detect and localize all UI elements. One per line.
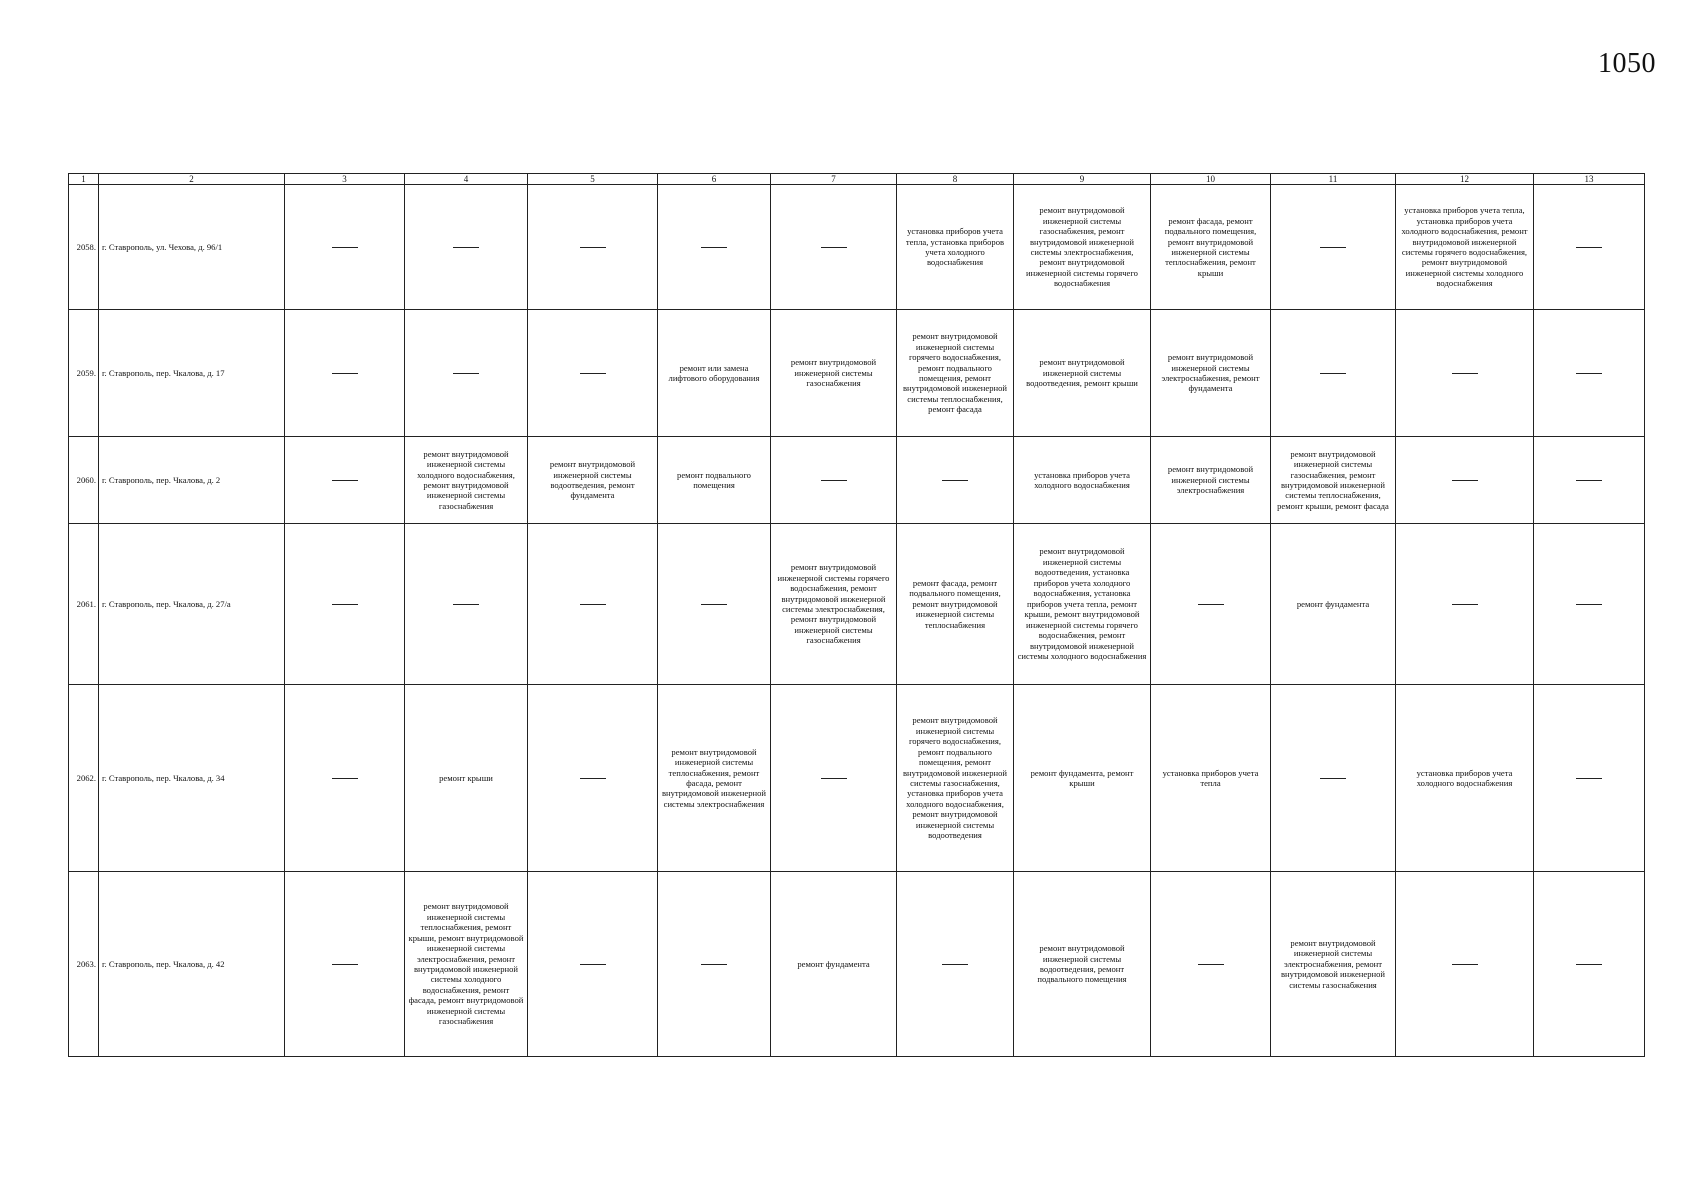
work-cell (1534, 185, 1645, 310)
address-cell: г. Ставрополь, пер. Чкалова, д. 27/а (99, 524, 285, 685)
work-cell: установка приборов учета холодного водоснабжения (1014, 437, 1151, 524)
work-cell (1271, 310, 1396, 437)
address-cell: г. Ставрополь, пер. Чкалова, д. 17 (99, 310, 285, 437)
empty-dash (1452, 604, 1478, 605)
column-header: 6 (658, 174, 771, 185)
column-number-row (69, 174, 1645, 185)
empty-dash (332, 247, 358, 248)
empty-dash (1452, 964, 1478, 965)
empty-dash (453, 604, 479, 605)
work-cell (528, 310, 658, 437)
empty-dash (1576, 247, 1602, 248)
empty-dash (1452, 480, 1478, 481)
work-cell (1534, 524, 1645, 685)
work-cell: ремонт внутридомовой инженерной системы холодного водоснабжения, ремонт внутридомовой инженерной системы газоснабжения (405, 437, 528, 524)
row-number: 2059. (69, 310, 99, 437)
work-cell (405, 185, 528, 310)
empty-dash (821, 480, 847, 481)
table-row (69, 685, 1645, 872)
work-cell (285, 524, 405, 685)
empty-dash (580, 373, 606, 374)
column-header: 2 (99, 174, 285, 185)
work-cell (1396, 310, 1534, 437)
work-cell: установка приборов учета тепла, установка приборов учета холодного водоснабжения, ремонт внутридомовой инженерной системы горячего водоснабжения, ремонт внутридомовой инженерной системы холодного водоснабжения (1396, 185, 1534, 310)
work-cell (1151, 872, 1271, 1057)
work-cell (1396, 524, 1534, 685)
row-number: 2058. (69, 185, 99, 310)
row-number: 2063. (69, 872, 99, 1057)
empty-dash (1198, 604, 1224, 605)
work-cell (771, 437, 897, 524)
work-cell (285, 185, 405, 310)
column-header: 11 (1271, 174, 1396, 185)
empty-dash (453, 373, 479, 374)
work-cell: ремонт или замена лифтового оборудования (658, 310, 771, 437)
work-cell (528, 185, 658, 310)
work-cell: ремонт фундамента, ремонт крыши (1014, 685, 1151, 872)
empty-dash (453, 247, 479, 248)
work-cell (285, 872, 405, 1057)
column-header: 10 (1151, 174, 1271, 185)
work-cell: ремонт фундамента (771, 872, 897, 1057)
empty-dash (1576, 778, 1602, 779)
empty-dash (1452, 373, 1478, 374)
empty-dash (580, 778, 606, 779)
column-header: 1 (69, 174, 99, 185)
work-cell: ремонт фасада, ремонт подвального помещения, ремонт внутридомовой инженерной системы теплоснабжения (897, 524, 1014, 685)
work-cell (405, 310, 528, 437)
empty-dash (1576, 373, 1602, 374)
work-cell: ремонт внутридомовой инженерной системы водоотведения, ремонт крыши (1014, 310, 1151, 437)
work-cell (1271, 185, 1396, 310)
column-header: 4 (405, 174, 528, 185)
work-cell: ремонт внутридомовой инженерной системы водоотведения, установка приборов учета холодного водоснабжения, установка приборов учета тепла, ремонт крыши, ремонт внутридомовой инженерной системы горячего водоснабжения, ремонт внутридомовой инженерной системы холодного водоснабжения (1014, 524, 1151, 685)
work-cell (658, 872, 771, 1057)
work-cell (528, 524, 658, 685)
empty-dash (942, 480, 968, 481)
address-cell: г. Ставрополь, ул. Чехова, д. 96/1 (99, 185, 285, 310)
empty-dash (332, 778, 358, 779)
empty-dash (1576, 604, 1602, 605)
row-number: 2060. (69, 437, 99, 524)
work-cell: ремонт подвального помещения (658, 437, 771, 524)
empty-dash (1576, 480, 1602, 481)
work-cell (528, 872, 658, 1057)
work-cell: установка приборов учета тепла, установка приборов учета холодного водоснабжения (897, 185, 1014, 310)
work-cell: ремонт фундамента (1271, 524, 1396, 685)
work-cell: ремонт внутридомовой инженерной системы водоотведения, ремонт фундамента (528, 437, 658, 524)
column-header: 5 (528, 174, 658, 185)
row-number: 2061. (69, 524, 99, 685)
table-row (69, 524, 1645, 685)
work-cell (285, 437, 405, 524)
work-cell (771, 685, 897, 872)
empty-dash (580, 247, 606, 248)
empty-dash (1320, 778, 1346, 779)
work-cell (1534, 437, 1645, 524)
empty-dash (332, 964, 358, 965)
work-cell: ремонт внутридомовой инженерной системы горячего водоснабжения, ремонт подвального помещения, ремонт внутридомовой инженерной системы газоснабжения, установка приборов учета холодного водоснабжения, ремонт внутридомовой инженерной системы водоотведения (897, 685, 1014, 872)
column-header: 7 (771, 174, 897, 185)
work-cell (285, 310, 405, 437)
empty-dash (1320, 373, 1346, 374)
work-cell: ремонт крыши (405, 685, 528, 872)
work-cell (285, 685, 405, 872)
work-cell: ремонт внутридомовой инженерной системы газоснабжения, ремонт внутридомовой инженерной системы теплоснабжения, ремонт крыши, ремонт фасада (1271, 437, 1396, 524)
empty-dash (821, 778, 847, 779)
address-cell: г. Ставрополь, пер. Чкалова, д. 42 (99, 872, 285, 1057)
work-cell (771, 185, 897, 310)
work-cell: ремонт внутридомовой инженерной системы теплоснабжения, ремонт крыши, ремонт внутридомовой инженерной системы электроснабжения, ремонт внутридомовой инженерной системы холодного водоснабжения, ремонт фасада, ремонт внутридомовой инженерной системы газоснабжения (405, 872, 528, 1057)
work-cell (658, 524, 771, 685)
work-cell (897, 437, 1014, 524)
work-cell: ремонт внутридомовой инженерной системы горячего водоснабжения, ремонт подвального помещения, ремонт внутридомовой инженерной системы теплоснабжения, ремонт фасада (897, 310, 1014, 437)
column-header: 9 (1014, 174, 1151, 185)
work-cell: ремонт внутридомовой инженерной системы электроснабжения (1151, 437, 1271, 524)
empty-dash (1320, 247, 1346, 248)
column-header: 3 (285, 174, 405, 185)
empty-dash (580, 604, 606, 605)
capital-repair-table (68, 173, 1645, 1057)
work-cell (1151, 524, 1271, 685)
work-cell (405, 524, 528, 685)
work-cell: ремонт внутридомовой инженерной системы водоотведения, ремонт подвального помещения (1014, 872, 1151, 1057)
empty-dash (332, 604, 358, 605)
empty-dash (1576, 964, 1602, 965)
work-cell: ремонт внутридомовой инженерной системы электроснабжения, ремонт фундамента (1151, 310, 1271, 437)
work-cell (1271, 685, 1396, 872)
column-header: 8 (897, 174, 1014, 185)
work-cell: установка приборов учета тепла (1151, 685, 1271, 872)
empty-dash (701, 247, 727, 248)
empty-dash (332, 480, 358, 481)
table-row (69, 437, 1645, 524)
column-header: 12 (1396, 174, 1534, 185)
work-cell: ремонт внутридомовой инженерной системы теплоснабжения, ремонт фасада, ремонт внутридомовой инженерной системы электроснабжения (658, 685, 771, 872)
empty-dash (701, 604, 727, 605)
empty-dash (701, 964, 727, 965)
address-cell: г. Ставрополь, пер. Чкалова, д. 2 (99, 437, 285, 524)
work-cell (528, 685, 658, 872)
work-cell (1396, 872, 1534, 1057)
work-cell (1534, 310, 1645, 437)
row-number: 2062. (69, 685, 99, 872)
table-row (69, 310, 1645, 437)
work-cell (1396, 437, 1534, 524)
work-cell (1534, 685, 1645, 872)
page-number: 1050 (1598, 48, 1656, 79)
empty-dash (332, 373, 358, 374)
work-cell (897, 872, 1014, 1057)
work-cell: ремонт внутридомовой инженерной системы газоснабжения, ремонт внутридомовой инженерной системы электроснабжения, ремонт внутридомовой инженерной системы горячего водоснабжения (1014, 185, 1151, 310)
work-cell: ремонт внутридомовой инженерной системы горячего водоснабжения, ремонт внутридомовой инженерной системы электроснабжения, ремонт внутридомовой инженерной системы газоснабжения (771, 524, 897, 685)
work-cell: ремонт фасада, ремонт подвального помещения, ремонт внутридомовой инженерной системы теплоснабжения, ремонт крыши (1151, 185, 1271, 310)
column-header: 13 (1534, 174, 1645, 185)
work-cell (658, 185, 771, 310)
work-cell: ремонт внутридомовой инженерной системы газоснабжения (771, 310, 897, 437)
address-cell: г. Ставрополь, пер. Чкалова, д. 34 (99, 685, 285, 872)
empty-dash (1198, 964, 1224, 965)
table-row (69, 872, 1645, 1057)
work-cell: установка приборов учета холодного водоснабжения (1396, 685, 1534, 872)
empty-dash (942, 964, 968, 965)
work-cell (1534, 872, 1645, 1057)
empty-dash (821, 247, 847, 248)
work-cell: ремонт внутридомовой инженерной системы электроснабжения, ремонт внутридомовой инженерной системы газоснабжения (1271, 872, 1396, 1057)
empty-dash (580, 964, 606, 965)
table-row (69, 185, 1645, 310)
